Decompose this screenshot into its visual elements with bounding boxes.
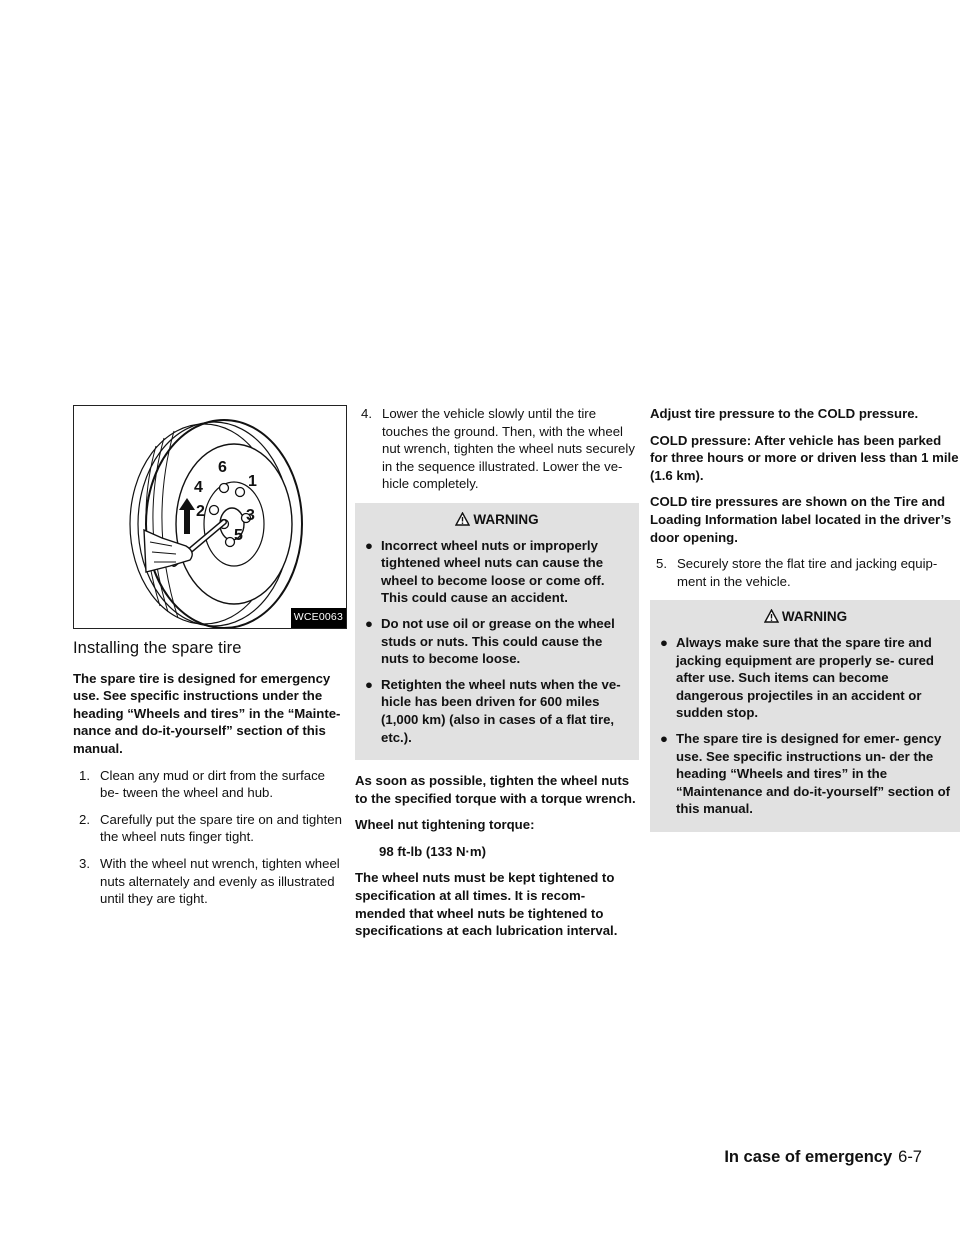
nut-label-3: 3 [246, 507, 255, 524]
nut-label-4: 4 [194, 479, 203, 496]
warning-box-2 [650, 600, 960, 832]
nut-label-2: 2 [196, 503, 205, 520]
intro-text: The spare tire is designed for emergency use. See specific instructions under the heading “Wheels and tires” in the “Mainte- nance and do-it-yourself” section of this manual. [73, 670, 341, 756]
nut-label-1: 1 [248, 473, 257, 490]
steps-list-2 [355, 405, 639, 493]
kept-tight-text: The wheel nuts must be kept tightened to specification at all times. It is recom- mended that wheel nuts be tightened to specifications at each lubrication interval. [355, 870, 618, 939]
warning-item: ● The spare tire is designed for emer- gency use. See specific instructions un- der the heading “Wheels and tires” in the “Maintenance and do-it-yourself” section of this manual. [660, 730, 951, 817]
step-3: 3. With the wheel nut wrench, tighten wheel nuts alternately and evenly as illustrated until they are tight. [79, 855, 340, 907]
warning-item: ● Retighten the wheel nuts when the ve- hicle has been driven for 600 miles (1,000 km) (also in cases of a flat tire, etc.). [365, 676, 621, 745]
warning-header: WARNING [658, 608, 953, 626]
step-4: 4. Lower the vehicle slowly until the tire touches the ground. Then, with the wheel nut wrench, tighten the wheel nuts securely in the sequence illustrated. Lower the ve- hicle completely. [361, 406, 635, 492]
warning-item: ● Always make sure that the spare tire and jacking equipment are properly se- cured after use. Such items can become dangerous projectiles in an accident or sudden stop. [660, 634, 934, 721]
section-title: Installing the spare tire [73, 639, 242, 657]
warning-icon [455, 512, 470, 526]
page-footer [724, 1148, 922, 1167]
tire-illustration [73, 405, 347, 629]
footer-section: In case of emergency [724, 1148, 893, 1166]
tire-wheel-nut-diagram [74, 406, 346, 628]
nut-label-6: 6 [218, 459, 227, 476]
warning-item: ● Incorrect wheel nuts or improperly tightened wheel nuts can cause the wheel to become loose or come off. This could cause an accident. [365, 537, 605, 606]
warning-item: ● Do not use oil or grease on the wheel studs or nuts. This could cause the nuts to become loose. [365, 615, 615, 667]
column-middle [355, 405, 639, 949]
asap-text: As soon as possible, tighten the wheel nuts to the specified torque with a torque wrench. [355, 773, 636, 806]
steps-list-1 [73, 767, 347, 908]
adjust-text: Adjust tire pressure to the COLD pressure. [650, 406, 919, 421]
column-right [650, 405, 960, 844]
cold-label-text: COLD tire pressures are shown on the Tire and Loading Information label located in the driver’s door opening. [650, 494, 952, 545]
steps-list-3 [650, 555, 960, 590]
step-5: 5. Securely store the flat tire and jacking equip- ment in the vehicle. [656, 556, 938, 589]
warning-header: WARNING [363, 511, 631, 529]
step-2: 2. Carefully put the spare tire on and tighten the wheel nuts finger tight. [79, 811, 342, 845]
torque-value: 98 ft-lb (133 N·m) [379, 843, 486, 859]
step-1: 1. Clean any mud or dirt from the surface be- tween the wheel and hub. [79, 767, 326, 801]
warning-box-1 [355, 503, 639, 760]
figure-id: WCE0063 [291, 608, 346, 628]
nut-label-5: 5 [234, 527, 243, 544]
warning-icon [764, 609, 779, 623]
torque-label: Wheel nut tightening torque: [355, 817, 535, 833]
column-left [73, 405, 347, 917]
page-number: 6-7 [898, 1148, 922, 1166]
cold-definition: COLD pressure: After vehicle has been parked for three hours or more or driven less than 1 mile (1.6 km). [650, 432, 959, 483]
